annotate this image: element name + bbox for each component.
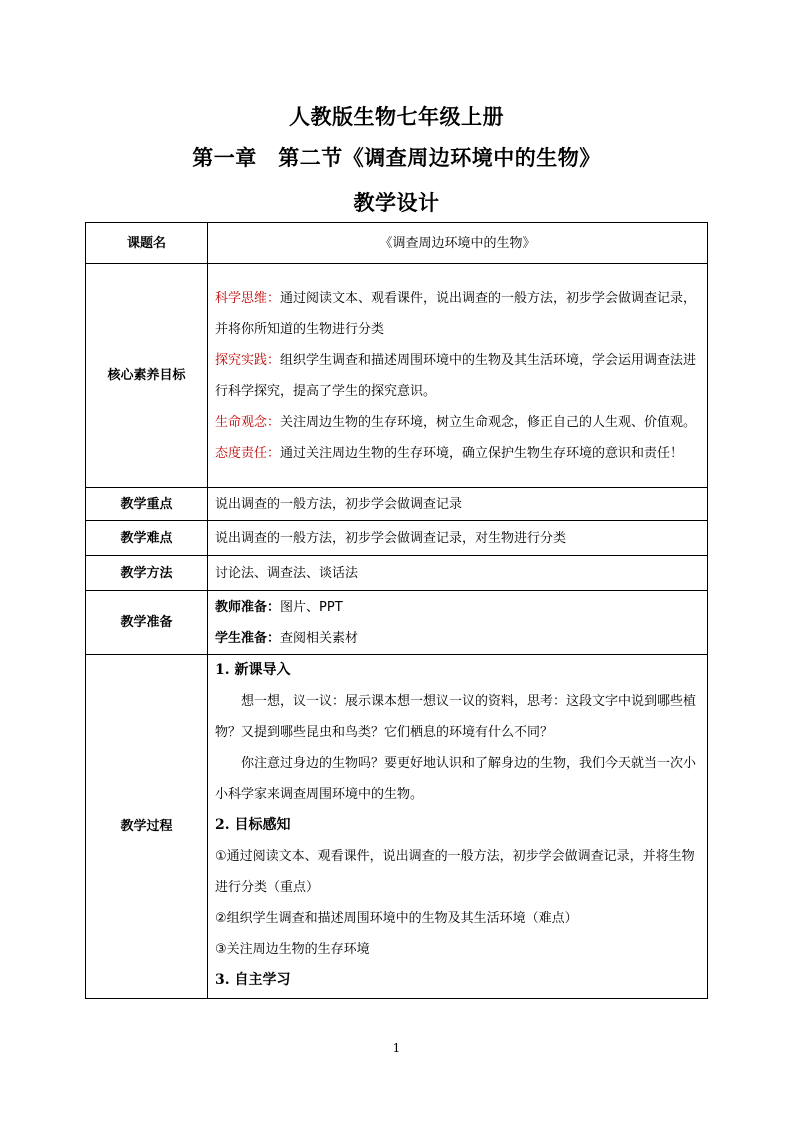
table-row-topic bbox=[86, 223, 708, 264]
label-difficulty: 教学难点 bbox=[86, 521, 208, 556]
prep-student bbox=[215, 623, 700, 654]
label-focus: 教学重点 bbox=[86, 488, 208, 521]
doc-title-line3: 教学设计 bbox=[353, 190, 440, 215]
label-topic: 课题名 bbox=[86, 223, 208, 264]
value-core bbox=[208, 264, 708, 488]
table-row-prep bbox=[86, 591, 708, 655]
label-core: 核心素养目标 bbox=[86, 264, 208, 488]
prep-teacher-value: 图片、PPT bbox=[280, 599, 343, 615]
label-prep: 教学准备 bbox=[86, 591, 208, 655]
value-difficulty: 说出调查的一般方法，初步学会做调查记录，对生物进行分类 bbox=[208, 521, 708, 556]
label-process: 教学过程 bbox=[86, 655, 208, 999]
value-method: 讨论法、调查法、谈话法 bbox=[208, 556, 708, 591]
table-row-process bbox=[86, 655, 708, 999]
process-paragraph: 你注意过身边的生物吗？要更好地认识和了解身边的生物，我们今天就当一次小小科学家来调查周围环境中的生物。 bbox=[215, 756, 697, 802]
process-list-item: ①通过阅读文本、观看课件，说出调查的一般方法，初步学会做调查记录，并将生物进行分类（重点） bbox=[215, 849, 695, 895]
process-list-item: ③关注周边生物的生存环境 bbox=[215, 942, 370, 957]
process-section-title: 3. 自主学习 bbox=[215, 972, 291, 988]
page-number: 1 bbox=[392, 1041, 401, 1055]
core-item-attitude bbox=[215, 438, 700, 469]
prep-student-value: 查阅相关素材 bbox=[280, 630, 359, 646]
value-topic: 《调查周边环境中的生物》 bbox=[208, 223, 708, 264]
value-focus: 说出调查的一般方法，初步学会做调查记录 bbox=[208, 488, 708, 521]
table-row-core bbox=[86, 264, 708, 488]
core-key: 科学思维： bbox=[215, 290, 281, 306]
core-text: 通过关注周边生物的生存环境，确立保护生物生存环境的意识和责任！ bbox=[280, 445, 684, 461]
process-section-title: 1. 新课导入 bbox=[215, 662, 291, 678]
core-item-thinking bbox=[215, 283, 700, 345]
process-section-title: 2. 目标感知 bbox=[215, 817, 291, 833]
core-text: 通过阅读文本、观看课件，说出调查的一般方法，初步学会做调查记录，并将你所知道的生物进行分类 bbox=[215, 290, 697, 337]
prep-teacher-key: 教师准备： bbox=[215, 599, 281, 615]
label-method: 教学方法 bbox=[86, 556, 208, 591]
core-key: 生命观念： bbox=[215, 414, 281, 430]
process-list-item: ②组织学生调查和描述周围环境中的生物及其生活环境（难点） bbox=[215, 911, 578, 926]
value-prep bbox=[208, 591, 708, 655]
core-item-life bbox=[215, 407, 700, 438]
doc-title-line2: 第一章 第二节《调查周边环境中的生物》 bbox=[192, 145, 601, 170]
table-row-focus bbox=[86, 488, 708, 521]
core-text: 组织学生调查和描述周围环境中的生物及其生活环境，学会运用调查法进行科学探究，提高了学生的探究意识。 bbox=[215, 352, 697, 399]
doc-title-line1: 人教版生物七年级上册 bbox=[289, 104, 504, 129]
core-item-practice bbox=[215, 345, 700, 407]
prep-teacher bbox=[215, 592, 700, 623]
table-row-difficulty bbox=[86, 521, 708, 556]
table-row-method bbox=[86, 556, 708, 591]
core-key: 探究实践： bbox=[215, 352, 281, 368]
core-key: 态度责任： bbox=[215, 445, 281, 461]
process-paragraph: 想一想，议一议：展示课本想一想议一议的资料，思考：这段文字中说到哪些植物？又提到哪些昆虫和鸟类？它们栖息的环境有什么不同？ bbox=[215, 694, 697, 740]
core-text: 关注周边生物的生存环境，树立生命观念，修正自己的人生观、价值观。 bbox=[280, 414, 697, 430]
value-process bbox=[208, 655, 708, 999]
prep-student-key: 学生准备： bbox=[215, 630, 281, 646]
lesson-plan-table bbox=[85, 222, 708, 999]
